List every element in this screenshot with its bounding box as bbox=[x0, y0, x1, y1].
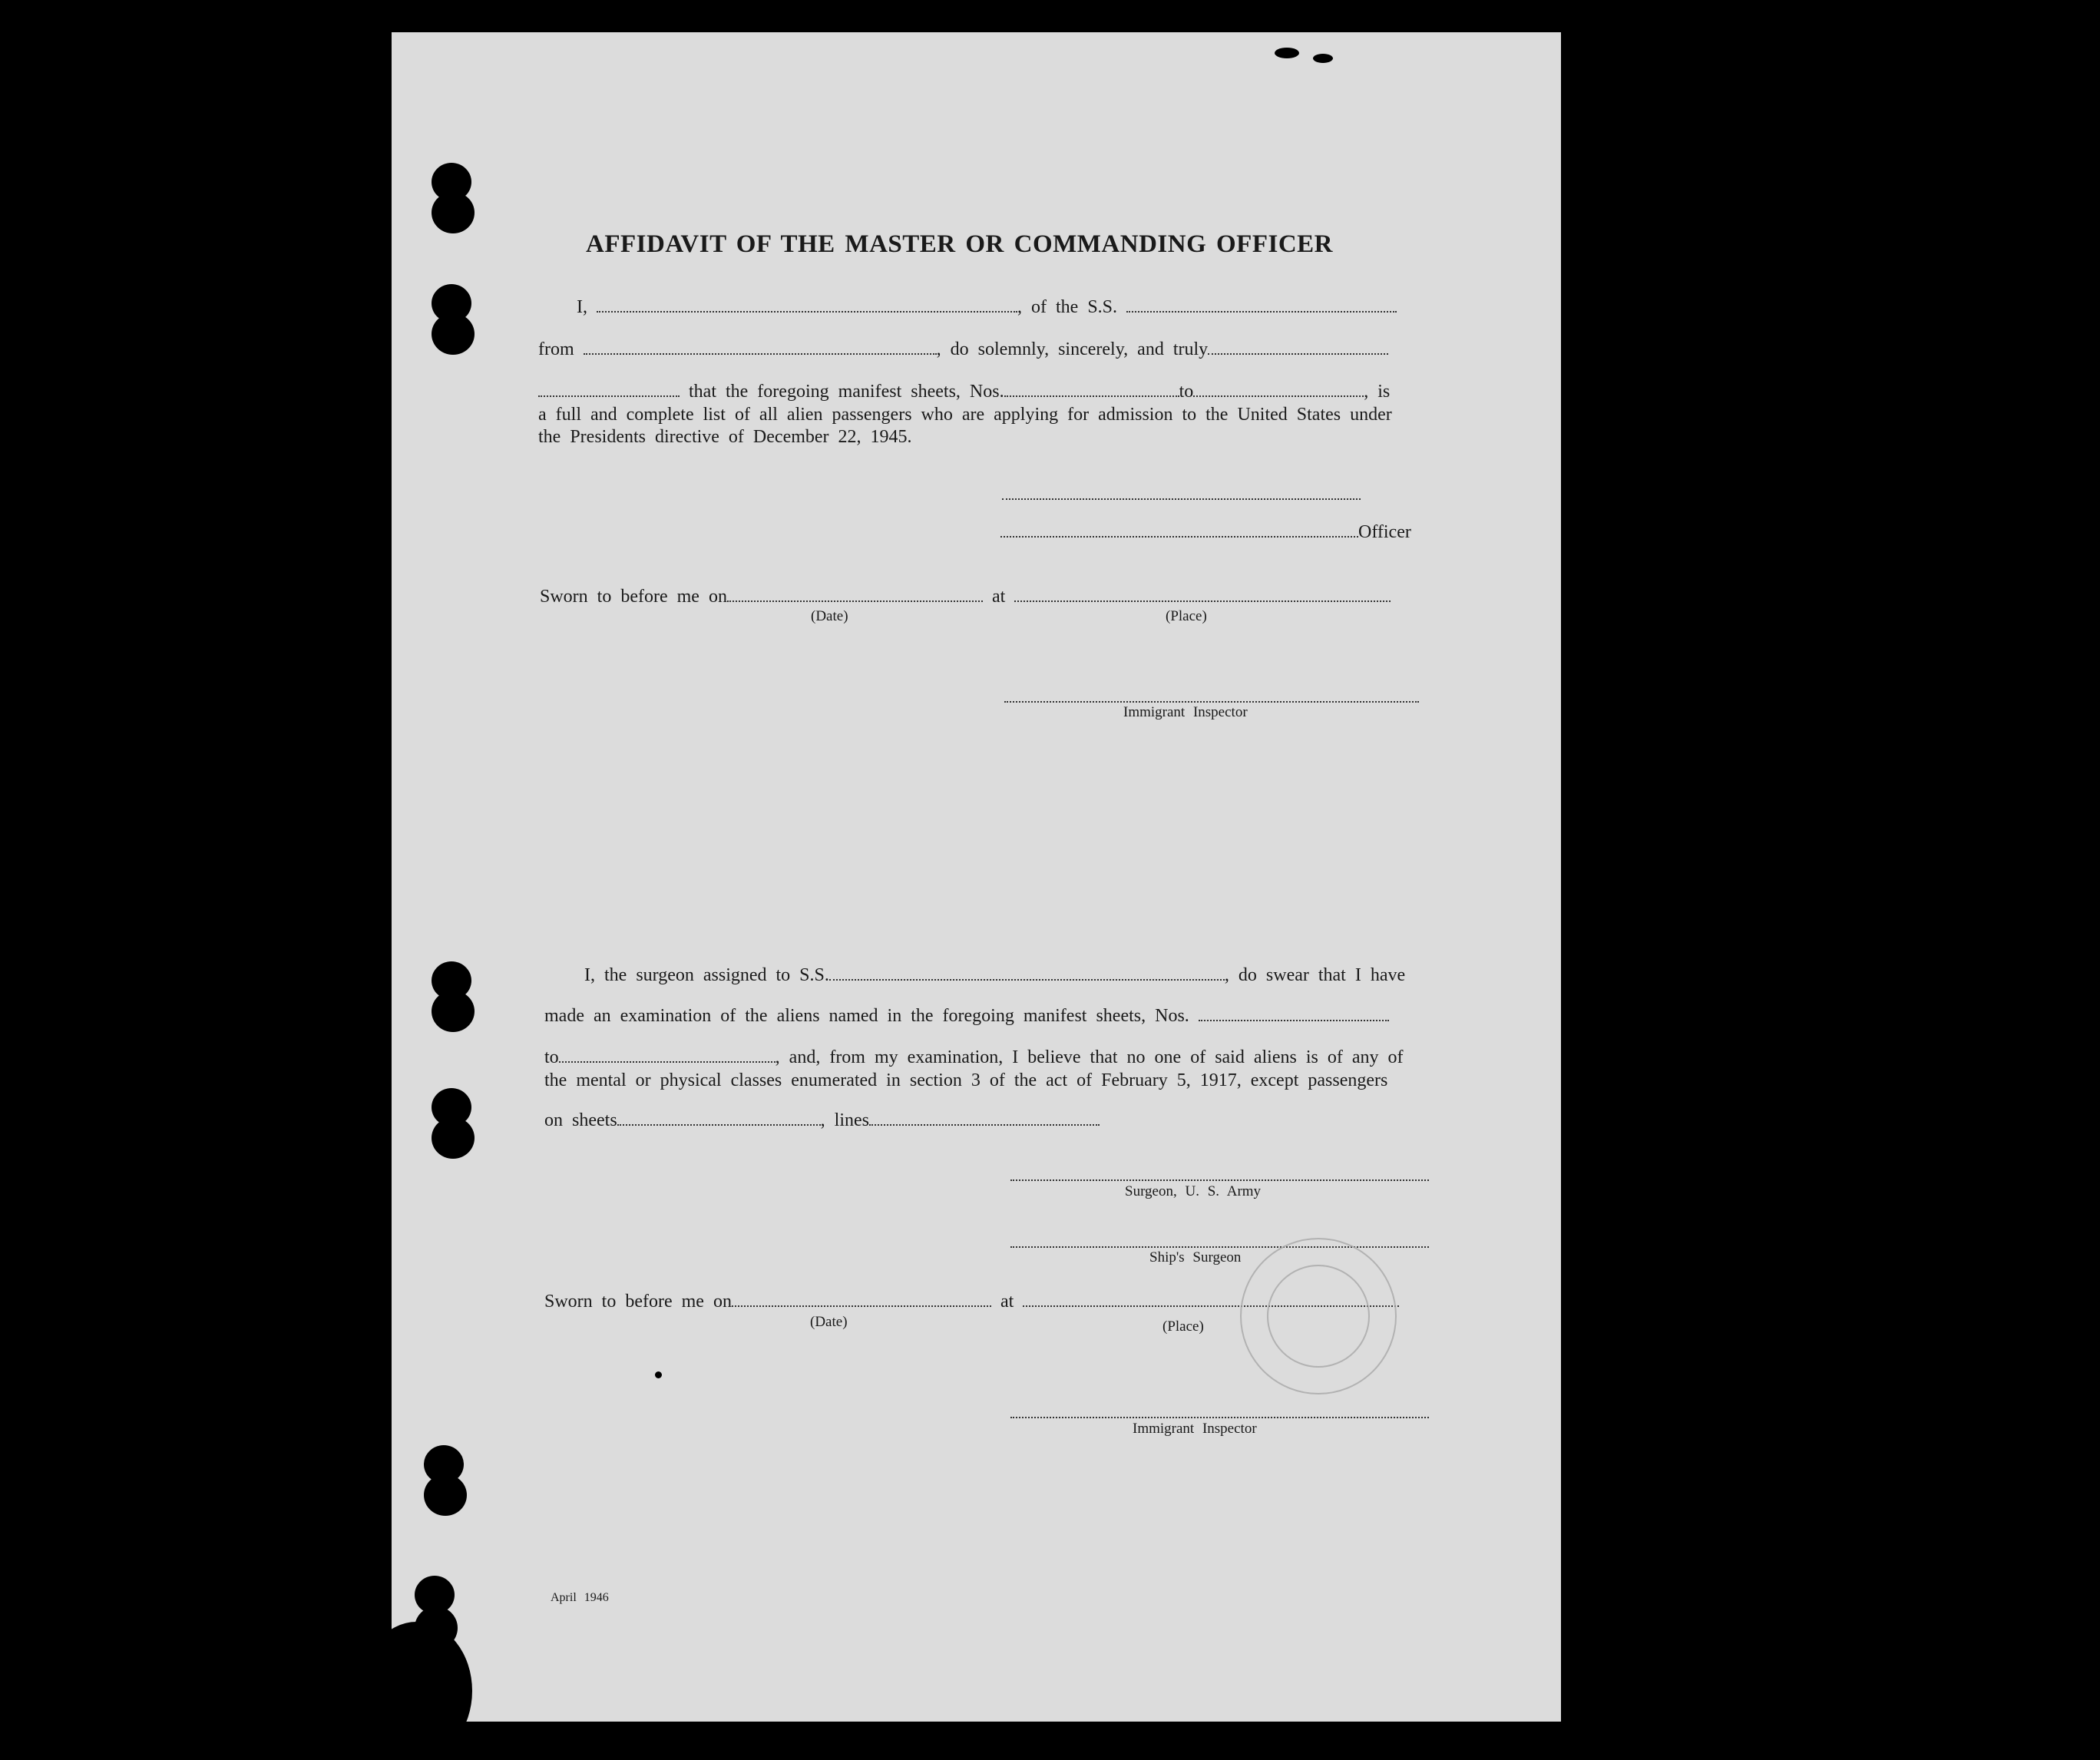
army-surgeon-signature-line[interactable] bbox=[1010, 1179, 1429, 1181]
army-surgeon-label: Surgeon, U. S. Army bbox=[1125, 1183, 1262, 1199]
sworn1-line bbox=[540, 587, 1391, 607]
officer-label: Officer bbox=[1358, 522, 1411, 542]
inspector2-signature-line[interactable] bbox=[1010, 1416, 1429, 1418]
officer-line bbox=[1000, 522, 1411, 543]
master-line-5: the Presidents directive of December 22, 1945. bbox=[538, 427, 912, 447]
officer-signature-field[interactable] bbox=[1000, 535, 1358, 538]
sworn1-date-label: (Date) bbox=[811, 608, 848, 624]
surgeon-line-2 bbox=[544, 1006, 1389, 1027]
master-line-2 bbox=[538, 339, 1388, 360]
surgeon-line-5a: on sheets bbox=[544, 1110, 617, 1130]
sworn2-date-label: (Date) bbox=[810, 1314, 848, 1330]
sworn1-place-field[interactable] bbox=[1014, 600, 1391, 602]
surgeon-line-3b: , and, from my examination, I believe that no one of said aliens is of any of bbox=[775, 1047, 1404, 1067]
master-line-1 bbox=[577, 297, 1397, 318]
binder-hole bbox=[432, 1117, 475, 1159]
ship-surgeon-label: Ship's Surgeon bbox=[1149, 1249, 1242, 1265]
sworn2-date-field[interactable] bbox=[732, 1305, 991, 1307]
master-is: , is bbox=[1364, 382, 1391, 402]
surgeon-nos-from-field[interactable] bbox=[1199, 1019, 1389, 1021]
surgeon-sheets-field[interactable] bbox=[617, 1123, 821, 1126]
surgeon-lines-field[interactable] bbox=[869, 1123, 1100, 1126]
torn-corner bbox=[361, 1622, 472, 1760]
master-nos-to-field[interactable] bbox=[1193, 395, 1364, 397]
sworn1-at: at bbox=[991, 587, 1006, 607]
sworn2-at: at bbox=[1000, 1292, 1014, 1312]
master-solemnly: , do solemnly, sincerely, and truly bbox=[936, 339, 1209, 359]
inspector1-signature-line[interactable] bbox=[1004, 700, 1419, 703]
master-foregoing: that the foregoing manifest sheets, Nos. bbox=[689, 382, 1004, 402]
surgeon-line-1b: , do swear that I have bbox=[1224, 965, 1406, 985]
master-line-4: a full and complete list of all alien passengers who are applying for admission to the United States under bbox=[538, 405, 1392, 425]
binder-hole bbox=[432, 313, 475, 355]
surgeon-line-5b: , lines bbox=[820, 1110, 869, 1130]
surgeon-line-1a: I, the surgeon assigned to S.S. bbox=[584, 965, 829, 985]
master-i: I, bbox=[577, 297, 587, 317]
master-of-ss: , of the S.S. bbox=[1017, 297, 1118, 317]
master-nos-from-field[interactable] bbox=[1004, 395, 1179, 397]
sworn1-date-field[interactable] bbox=[727, 600, 983, 602]
surgeon-line-1 bbox=[584, 965, 1405, 986]
surgeon-line-5 bbox=[544, 1110, 1100, 1131]
surgeon-ship-field[interactable] bbox=[829, 978, 1225, 981]
master-name-field[interactable] bbox=[597, 310, 1017, 313]
surgeon-line-3 bbox=[544, 1047, 1403, 1068]
surgeon-nos-to-field[interactable] bbox=[559, 1060, 776, 1063]
surgeon-line-3a: to bbox=[544, 1047, 559, 1067]
inspector2-label: Immigrant Inspector bbox=[1133, 1421, 1257, 1437]
sworn2-text: Sworn to before me on bbox=[544, 1292, 732, 1312]
sworn1-text: Sworn to before me on bbox=[540, 587, 727, 607]
ship-surgeon-signature-line[interactable] bbox=[1010, 1246, 1429, 1248]
footer-date: April 1946 bbox=[551, 1591, 609, 1604]
sworn1-place-label: (Place) bbox=[1166, 608, 1207, 624]
binder-hole bbox=[432, 192, 475, 233]
inspector1-label: Immigrant Inspector bbox=[1123, 704, 1248, 720]
surgeon-line-2-text: made an examination of the aliens named in the foregoing manifest sheets, Nos. bbox=[544, 1006, 1189, 1026]
form-title: AFFIDAVIT OF THE MASTER OR COMMANDING OFFICER bbox=[586, 230, 1333, 258]
surgeon-line-4: the mental or physical classes enumerated in section 3 of the act of February 5, 1917, except passengers bbox=[544, 1070, 1388, 1090]
master-swear-field[interactable] bbox=[538, 395, 680, 397]
master-from-field[interactable] bbox=[584, 352, 937, 355]
master-line-3 bbox=[538, 382, 1390, 402]
master-truly-field[interactable] bbox=[1208, 352, 1388, 355]
ink-speck bbox=[1275, 48, 1299, 58]
binder-hole bbox=[424, 1474, 467, 1516]
ink-speck bbox=[655, 1371, 662, 1378]
master-from: from bbox=[538, 339, 574, 359]
binder-hole bbox=[432, 991, 475, 1032]
form-page bbox=[392, 32, 1561, 1722]
master-ship-field[interactable] bbox=[1126, 310, 1397, 313]
received-stamp-inner bbox=[1267, 1265, 1370, 1368]
sworn2-place-label: (Place) bbox=[1162, 1318, 1204, 1335]
master-signature-line[interactable] bbox=[1002, 498, 1361, 500]
ink-speck bbox=[1313, 54, 1333, 63]
master-to: to bbox=[1179, 382, 1194, 402]
